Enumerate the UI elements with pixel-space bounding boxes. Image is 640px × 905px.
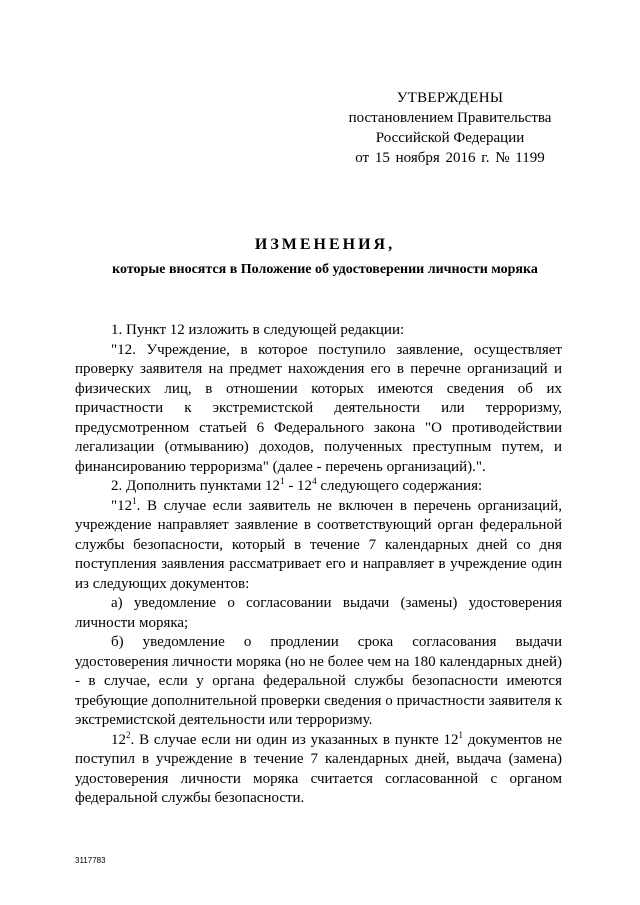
- document-body: [75, 321, 562, 809]
- paragraph-4: [75, 497, 562, 595]
- paragraph-3-text-c: следующего содержания:: [316, 478, 483, 494]
- paragraph-3-text-b: - 12: [284, 478, 313, 494]
- paragraph-2: "12. Учреждение, в которое поступило заявление, осуществляет проверку заявителя на предмет нахождения его в перечне организаций и физических лиц, в отношении которых имеются сведения об их причастности к экстремистской деятельности или терроризму, предусмотренном статьей 6 Федерального закона "О противодействии легализации (отмыванию) доходов, полученных преступным путем, и финансированию терроризма" (далее - перечень организаций).".: [75, 341, 562, 475]
- document-title: ИЗМЕНЕНИЯ,: [254, 236, 396, 253]
- approval-heading: УТВЕРЖДЕНЫ: [396, 90, 504, 106]
- paragraph-7-text-b: . В случае если ни один из указанных в пункте 12: [130, 731, 459, 748]
- paragraph-4-text-b: . В случае если заявитель не включен в перечень организаций, учреждение направляет заявление в соответствующий орган федеральной службы безопасности, который в течение 7 календарных дней со дня поступления заявления рассматривает его и направляет в учреждение один из следующих документов:: [75, 497, 562, 592]
- paragraph-3: [75, 477, 562, 497]
- paragraph-7-text-a: 12: [111, 731, 126, 748]
- document-subtitle: которые вносятся в Положение об удостоверении личности моряка: [112, 262, 538, 277]
- paragraph-7-text-c: документов не поступил в учреждение в течение 7 календарных дней, выдача (замена) удостоверения личности моряка считается согласованной с органом федеральной службы безопасности.: [75, 731, 562, 806]
- paragraph-3-sup-2: 4: [312, 476, 317, 486]
- approval-line-3: от 15 ноября 2016 г. № 1199: [355, 150, 545, 166]
- approval-line-1: постановлением Правительства: [348, 110, 552, 126]
- approval-line-2: Российской Федерации: [375, 130, 525, 146]
- paragraph-5: а) уведомление о согласовании выдачи (замены) удостоверения личности моряка;: [75, 595, 562, 631]
- document-code: 3117783: [75, 856, 106, 865]
- paragraph-6: б) уведомление о продлении срока согласования выдачи удостоверения личности моряка (но не более чем на 180 календарных дней) - в случае, если у органа федеральной службы безопасности имеются требующие дополнительной проверки сведения о причастности заявителя к экстремистской деятельности или терроризму.: [75, 634, 562, 728]
- paragraph-7: [75, 731, 562, 809]
- paragraph-4-sup: 1: [132, 495, 137, 506]
- paragraph-4-text-a: "12: [111, 497, 133, 514]
- paragraph-3-sup-1: 1: [280, 476, 285, 486]
- paragraph-1: 1. Пункт 12 изложить в следующей редакции:: [111, 322, 405, 338]
- paragraph-3-text-a: 2. Дополнить пунктами 12: [111, 478, 281, 494]
- paragraph-7-sup-2: 1: [458, 729, 463, 740]
- approval-block: [300, 88, 600, 168]
- paragraph-7-sup-1: 2: [126, 729, 131, 740]
